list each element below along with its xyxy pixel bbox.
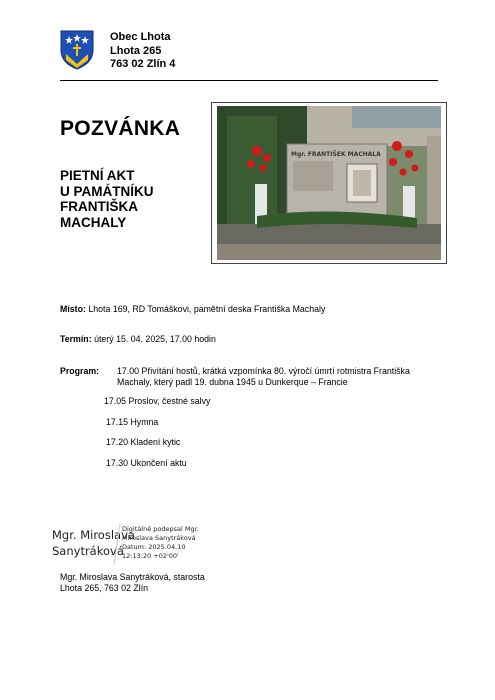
subtitle-line: PIETNÍ AKT	[60, 168, 135, 183]
footer-line: Lhota 265, 763 02 Zlín	[60, 583, 149, 593]
program-item: 17.05 Proslov, čestné salvy	[104, 396, 211, 406]
org-name: Obec Lhota	[110, 31, 171, 43]
subtitle-line: FRANTIŠKA	[60, 199, 138, 214]
org-street: Lhota 265	[110, 44, 162, 57]
signature-stroke-icon	[112, 522, 122, 566]
event-subtitle	[60, 168, 154, 230]
footer-line: Mgr. Miroslava Sanytráková, starosta	[60, 572, 205, 582]
place-colon: :	[82, 304, 86, 314]
program-item: 17.20 Kladení kytic	[106, 437, 181, 447]
page-title: POZVÁNKA	[60, 117, 181, 140]
signature-name-line: Sanytráková	[52, 544, 124, 558]
term-line	[60, 334, 216, 345]
signature-metadata	[122, 525, 199, 561]
signatory-footer	[60, 572, 205, 594]
program-block	[60, 366, 440, 390]
program-item: 17.15 Hymna	[106, 417, 159, 427]
program-first-item	[117, 366, 417, 388]
term-label: Termín	[60, 334, 89, 344]
org-city: 763 02 Zlín 4	[110, 58, 176, 70]
program-first-line-2: Machaly, který padl 19. dubna 1945 u Dunkerque – Francie	[117, 377, 348, 387]
term-value: úterý 15. 04. 2025, 17.00 hodin	[94, 334, 216, 344]
term-colon: :	[88, 334, 92, 344]
place-value: Lhota 169, RD Tomáškovi, pamětní deska Františka Machaly	[88, 304, 326, 314]
signature-meta-line: 12:13:20 +02'00'	[122, 552, 179, 560]
subtitle-line: U PAMÁTNÍKU	[60, 183, 154, 199]
subtitle-line: MACHALY	[60, 214, 127, 230]
municipality-crest-icon	[60, 30, 94, 70]
signature-name-line: Mgr. Miroslava	[52, 528, 135, 542]
memorial-photo	[217, 106, 441, 260]
program-label: Program:	[60, 366, 100, 376]
municipality-address	[110, 31, 175, 72]
signature-meta-line: Miroslava Sanytráková	[122, 534, 196, 542]
memorial-photo-frame	[211, 102, 447, 264]
program-item: 17.30 Ukončení aktu	[106, 458, 187, 468]
signature-meta-line: Digitálně podepsal Mgr.	[122, 525, 199, 533]
place-label: Místo	[60, 304, 83, 314]
place-line	[60, 304, 325, 315]
header-divider	[60, 80, 438, 81]
plaque-name: Mgr. FRANTIŠEK MACHALA	[291, 151, 381, 158]
signature-meta-line: Datum: 2025.04.10	[122, 543, 186, 551]
program-first-line-1: 17.00 Přivítání hostů, krátká vzpomínka 80. výročí úmrtí rotmistra Františka	[117, 366, 410, 376]
